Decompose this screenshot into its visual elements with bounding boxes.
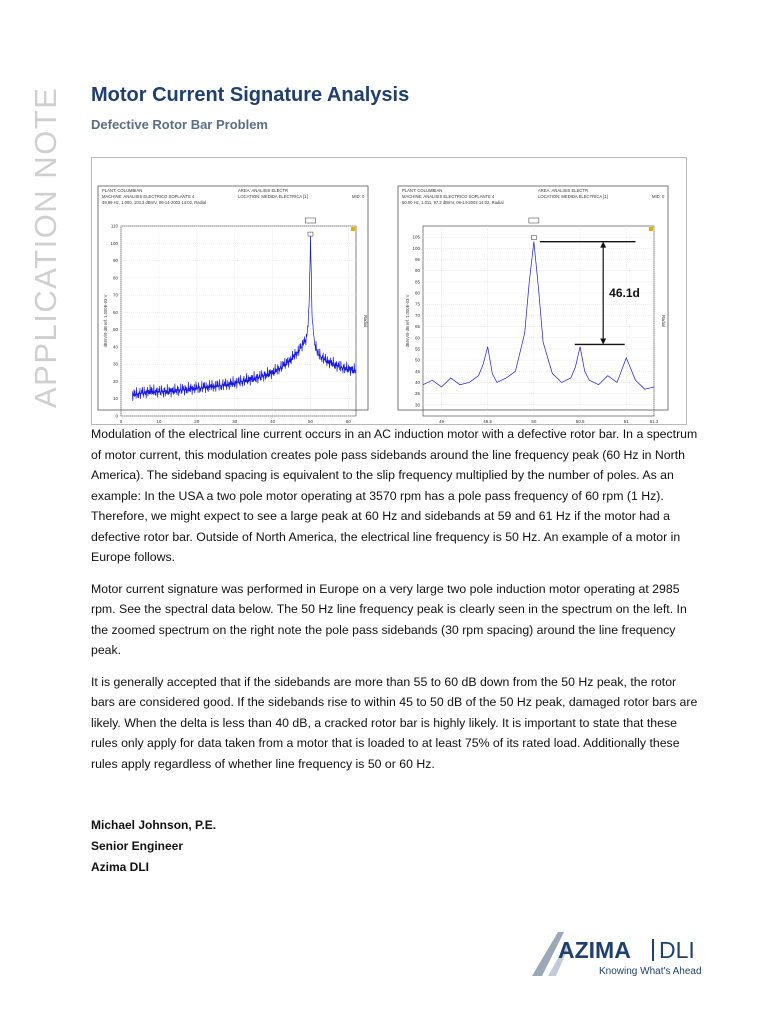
chart-header-text: MID: 0 [652,194,665,199]
chart-header-text: 50.00 Hz, 1.011, 97.2 dBmV, 06-14-2002 14:02, Radial [402,200,504,205]
x-tick-label: 50.5 [575,419,585,424]
paragraph: It is generally accepted that if the sidebands are more than 55 to 60 dB down from the 50 Hz peak, the rotor bars are considered good. If the sidebands rise to within 45 to 50 dB of the 50 Hz peak, damaged rotor bars are likely. When the delta is less than 40 dB, a cracked rotor bar is highly likely. It is important to state that these rules only apply for data taken from a motor that is loaded to at least 75% of its rated load. Additionally these rules apply regardless of whether line frequency is 50 or 60 Hz. [91,674,698,771]
x-tick-label: 49 [438,419,444,424]
chart-header-text: MACHINE: ANALISIS ELECTRICO SOPLANTE 4 [102,194,195,199]
corner-flag-icon [649,227,653,231]
logo-word-right: DLI [659,937,695,963]
delta-annotation: 46.1d [609,286,640,301]
x-tick-label: 49.5 [483,419,493,424]
y-tick-label: 110 [110,223,118,229]
y-tick-label: 60 [414,335,420,341]
y-axis-label: dBmV/9 dB ref. 1.000E-03 V [405,294,410,348]
y-tick-label: 0 [115,413,118,419]
peak-marker [308,232,313,236]
x-tick-label: 0 [119,419,123,424]
y-tick-label: 65 [414,324,420,330]
y-tick-label: 95 [414,257,420,263]
y-tick-label: 30 [414,402,420,408]
application-note-banner [8,40,68,410]
y-axis-right-label: Radial [661,315,666,327]
logo-word-left: AZIMA [558,937,631,963]
spectrum-figure [91,157,687,425]
author-name: Michael Johnson, P.E. [91,818,217,832]
x-tick-label: 60 [345,419,351,424]
x-tick-label: 51.3 [649,419,659,424]
chart-header-text: PLANT: COLUMBIAN [102,188,143,193]
y-tick-label: 60 [112,309,118,315]
y-tick-label: 10 [112,396,118,402]
x-tick-label: 50 [531,419,537,424]
x-tick-label: 50 [308,419,314,424]
y-tick-label: 75 [414,301,420,307]
y-tick-label: 40 [112,344,118,350]
y-tick-label: 80 [414,290,420,296]
chart-header-text: PLANT: COLUMBIAN [402,188,443,193]
corner-flag-icon [351,227,355,231]
y-tick-label: 50 [112,327,118,333]
x-tick-label: 51 [623,419,629,424]
azima-dli-logo [528,926,718,982]
y-tick-label: 90 [112,258,118,264]
y-tick-label: 100 [412,245,420,251]
page-subtitle: Defective Rotor Bar Problem [91,117,268,132]
author-position: Senior Engineer [91,839,184,853]
chart-header-text: LOCATION: MEDIDA ELECTRICA [1] [538,194,608,199]
chart-header-text: AREA: ANALISIS ELECTR [538,188,589,193]
x-tick-label: 10 [156,419,162,424]
x-tick-label: 30 [232,419,238,424]
y-tick-label: 55 [414,346,420,352]
y-tick-label: 90 [414,268,420,274]
y-tick-label: 85 [414,279,420,285]
chart-header-text: 49.99 Hz, 1.000, 103.3 dBmV, 06-14-2002 14:02, Radial [102,200,207,205]
side-label: APPLICATION NOTE [28,86,63,408]
y-axis-right-label: Radial [363,315,368,327]
y-tick-label: 70 [414,312,420,318]
chart-header-text: MACHINE: ANALISIS ELECTRICO SOPLANTE 4 [402,194,495,199]
y-tick-label: 50 [414,357,420,363]
body-text [91,424,699,785]
x-tick-label: 20 [194,419,200,424]
page-title: Motor Current Signature Analysis [91,84,410,106]
chart-header-text: AREA: ANALISIS ELECTR [238,188,289,193]
cursor-marker [529,218,539,223]
x-tick-label: 40 [270,419,276,424]
y-tick-label: 30 [112,361,118,367]
logo-tagline: Knowing What's Ahead [599,966,702,977]
paragraph: Modulation of the electrical line current occurs in an AC induction motor with a defective rotor bar. In a spectrum of motor current, this modulation creates pole pass sidebands around the line frequency peak (60 Hz in North America). The sideband spacing is equivalent to the slip frequency multiplied by the number of poles. As an example: In the USA a two pole motor operating at 3570 rpm has a pole pass frequency of 60 rpm (1 Hz). Therefore, we might expect to see a large peak at 60 Hz and sidebands at 59 and 61 Hz if the motor had a defective rotor bar. Outside of North America, the electrical line frequency is 50 Hz. An example of a motor in Europe follows. [91,427,698,564]
y-tick-label: 40 [414,379,420,385]
author-company: Azima DLI [91,860,150,874]
y-tick-label: 80 [112,275,118,281]
y-tick-label: 35 [414,391,420,397]
cursor-marker [305,218,315,223]
spectrum-charts [92,158,688,426]
chart-header-text: LOCATION: MEDIDA ELECTRICA [1] [238,194,308,199]
signature-block [91,815,216,878]
y-tick-label: 20 [112,378,118,384]
y-tick-label: 100 [110,240,118,246]
paragraph: Motor current signature was performed in Europe on a very large two pole induction motor operating at 2985 rpm. See the spectral data below. The 50 Hz line frequency peak is clearly seen in the spectrum on the left. In the zoomed spectrum on the right note the pole pass sidebands (30 rpm spacing) around the line frequency peak. [91,581,687,657]
y-tick-label: 45 [414,368,420,374]
y-tick-label: 105 [412,234,420,240]
y-axis-label: dBmV/9 dB ref. 1.000E-03 V [103,294,108,348]
peak-marker [531,236,536,240]
y-tick-label: 70 [112,292,118,298]
chart-header-text: MID: 0 [352,194,365,199]
